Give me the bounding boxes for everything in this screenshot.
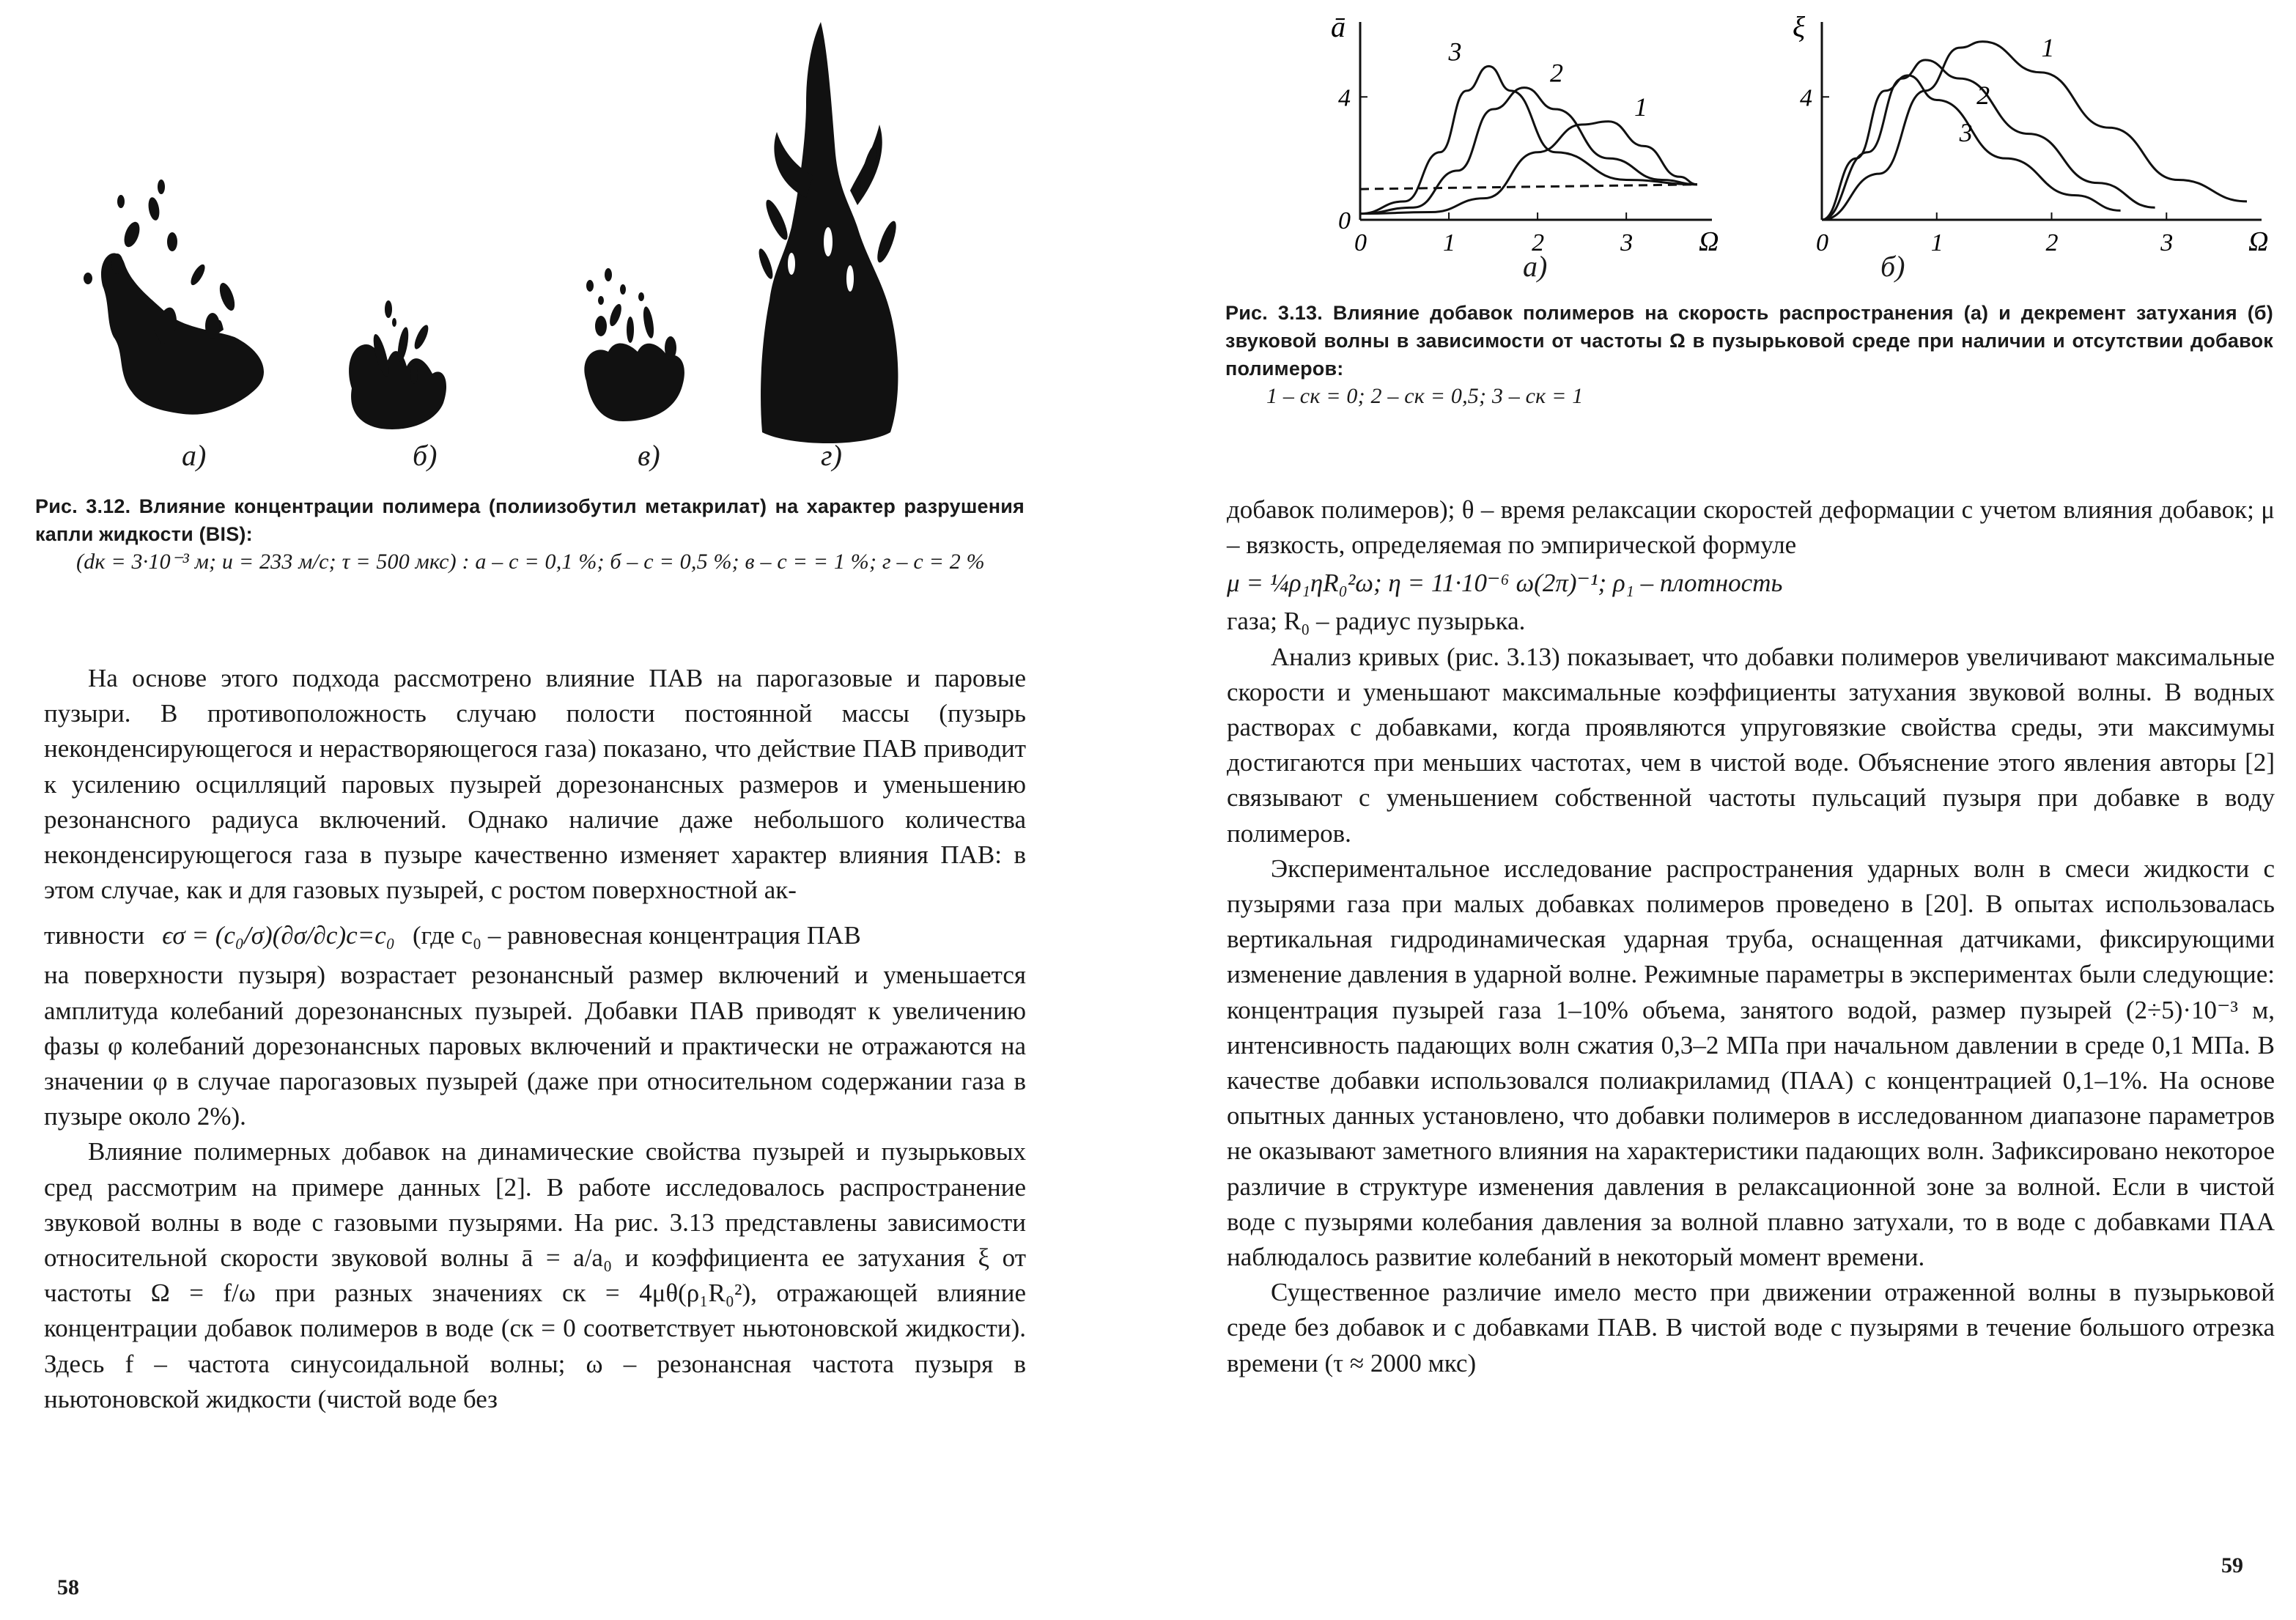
x-tick-label: 1 <box>1930 229 1944 256</box>
fig-3-13-caption-title: Рис. 3.13. Влияние добавок полимеров на скорость распространения (а) и декремент затухания (б) звуковой волны в зависимости от частоты Ω в пузырьковой среде при наличии и отсутствии добавок полимеров: <box>1225 302 2273 380</box>
left-body-text <box>44 661 1026 1417</box>
y-axis-label: ξ <box>1793 15 1806 43</box>
panel-label-b: б) <box>413 439 438 472</box>
fig-3-12-caption <box>35 492 1025 576</box>
fig-3-13-charts <box>1294 15 2291 293</box>
x-axis-label: Ω <box>1699 226 1719 257</box>
series-label-1: 1 <box>2041 32 2055 62</box>
paragraph: Влияние полимерных добавок на динамические свойства пузырей и пузырьковых сред рассмотрим на примере данных [2]. В работе исследовалось распространение звуковой волны в воде с газовыми пузырями. На рис. 3.13 представлены зависимости относительной скорости звуковой волны ā = a/a₀ и коэффициента ее затухания ξ от частоты Ω = f/ω при разных значениях cк = 4μθ(ρ₁R₀²), отражающей влияние концентрации добавок полимеров в воде (cк = 0 соответствует ньютоновской жидкости). Здесь f – частота синусоидальной волны; ω – резонансная частота пузыря в ньютоновской жидкости (чистой воде без <box>44 1137 1026 1413</box>
paragraph: газа; R₀ – радиус пузырька. <box>1227 607 1526 636</box>
paragraph: добавок полимеров); θ – время релаксации скоростей деформации с учетом влияния добавок; μ – вязкость, определяемая по эмпирической формуле <box>1227 495 2275 560</box>
fig-3-12-caption-params: (dк = 3·10⁻³ м; u = 233 м/с; τ = 500 мкс) : а – с = 0,1 %; б – с = 0,5 %; в – с = = 1 %; г – с = 2 % <box>76 550 985 574</box>
formula-epsilon-line <box>44 918 1026 953</box>
formula-pre: тивности <box>44 921 145 950</box>
series-label-3: 3 <box>1959 117 1973 147</box>
reference-dashed-line <box>1360 185 1697 189</box>
series-label-2: 2 <box>1549 58 1563 88</box>
x-tick-label: 2 <box>2045 229 2059 256</box>
formula-mu: μ = ¼ρ₁ηR₀²ω; η = 11·10⁻⁶ ω(2π)⁻¹; ρ₁ – плотность <box>1227 569 1783 598</box>
series-line-1 <box>1822 42 2247 220</box>
page-number-left: 58 <box>57 1575 79 1599</box>
right-page <box>1148 0 2296 1620</box>
y-axis-label: ā <box>1331 15 1346 43</box>
series-label-2: 2 <box>1976 80 1990 110</box>
formula-post: (где c₀ – равновесная концентрация ПАВ <box>412 921 861 950</box>
x-tick-label: 0 <box>1816 229 1828 256</box>
splash-a <box>84 180 264 415</box>
y-tick-label: 0 <box>1338 207 1351 234</box>
paragraph: на поверхности пузыря) возрастает резонансный размер включений и уменьшается амплитуда колебаний дорезонансных пузырей. Добавки ПАВ приводят к увеличению фазы φ колебаний дорезонансных паровых включений и практически не отражаются на значении φ в случае парогазовых пузырей (даже при относительном содержании газа в пузыре около 2%). <box>44 961 1026 1131</box>
x-tick-label: 3 <box>1620 229 1634 256</box>
panel-label-v: в) <box>638 439 660 472</box>
fig-3-13-caption-legend: 1 – cк = 0; 2 – cк = 0,5; 3 – cк = 1 <box>1266 384 1584 408</box>
x-axis-label: Ω <box>2248 226 2269 257</box>
paragraph: Существенное различие имело место при движении отраженной волны в пузырьковой среде без добавок и с добавками ПАВ. В чистой воде с пузырями в течение большого отрезка времени (τ ≈ 2000 мкс) <box>1227 1278 2275 1377</box>
series-label-1: 1 <box>1634 92 1647 122</box>
paragraph: Экспериментальное исследование распространения ударных волн в смеси жидкости с пузырями газа при малых добавках полимеров проведено в [20]. В опытах использовалась вертикальная гидродинамическая ударная труба, оснащенная датчиками, фиксирующими изменение давления в ударной волне. Режимные параметры в экспериментах были следующие: концентрация пузырей газа 1–10% объема, занятого водой, размер пузырей (2÷5)·10⁻³ м, интенсивность падающих волн сжатия 0,3–2 МПа при начальном давлении в среде 0,1 МПа. В качестве добавки использовался полиакриламид (ПАА) с концентрацией 0,1–1%. На основе опытных данных установлено, что добавки полимеров в исследованном диапазоне параметров не оказывают заметного влияния на характеристики падающих волн. Зафиксировано некоторое различие в структуре изменения давления в релаксационной зоне за волной. Если в чистой воде с пузырями колебания давления за волной плавно затухали, то в воде с добавками ПАА наблюдалось развитие колебаний в некоторый момент времени. <box>1227 854 2275 1272</box>
page-number-right: 59 <box>2221 1553 2243 1578</box>
x-tick-label: 1 <box>1443 229 1456 256</box>
fig-3-12-drawings <box>44 22 1070 491</box>
fig-3-12-caption-title: Рис. 3.12. Влияние концентрации полимера (полиизобутил метакрилат) на характер разрушения капли жидкости (BIS): <box>35 495 1025 545</box>
x-tick-label: 2 <box>1532 229 1545 256</box>
paragraph: На основе этого подхода рассмотрено влияние ПАВ на парогазовые и паровые пузыри. В противоположность случаю полости постоянной массы (пузырь неконденсирующегося и нерастворяющегося газа) показано, что действие ПАВ приводит к усилению осцилляций паровых пузырей дорезонансных размеров и уменьшению резонансного радиуса включений. Однако наличие даже небольшого количества неконденсирующегося газа в пузыре качественно изменяет характер влияния ПАВ: в этом случае, как и для газовых пузырей, с ростом поверхностной ак- <box>44 664 1026 905</box>
x-tick-label: 0 <box>1354 229 1367 256</box>
panel-label-a: а) <box>182 439 207 472</box>
splash-g <box>756 22 900 443</box>
y-tick-label: 4 <box>1800 84 1812 112</box>
paragraph: Анализ кривых (рис. 3.13) показывает, что добавки полимеров увеличивают максимальные скорости и уменьшают максимальные коэффициенты затухания звуковой волны. В водных растворах с добавками, когда проявляются упруговязкие свойства среды, эти максимумы достигаются при меньших частотах, чем в чистой воде. Объяснение этого явления авторы [2] связывают с уменьшением собственной частоты пульсаций пузыря при добавке в воду полимеров. <box>1227 642 2275 848</box>
splash-b <box>349 300 446 429</box>
chart-b-label: б) <box>1880 250 1905 283</box>
chart-a-label: а) <box>1523 250 1548 283</box>
series-line-3 <box>1822 75 2121 220</box>
y-tick-label: 4 <box>1338 84 1351 112</box>
series-label-3: 3 <box>1448 37 1462 67</box>
panel-label-g: г) <box>821 439 842 472</box>
splash-v <box>584 268 684 421</box>
formula-epsilon: ϵσ = (c₀/σ)(∂σ/∂c)c=c₀ <box>162 921 395 950</box>
x-tick-label: 3 <box>2160 229 2174 256</box>
right-body-text <box>1227 492 2275 1381</box>
fig-3-13-caption <box>1225 299 2273 410</box>
